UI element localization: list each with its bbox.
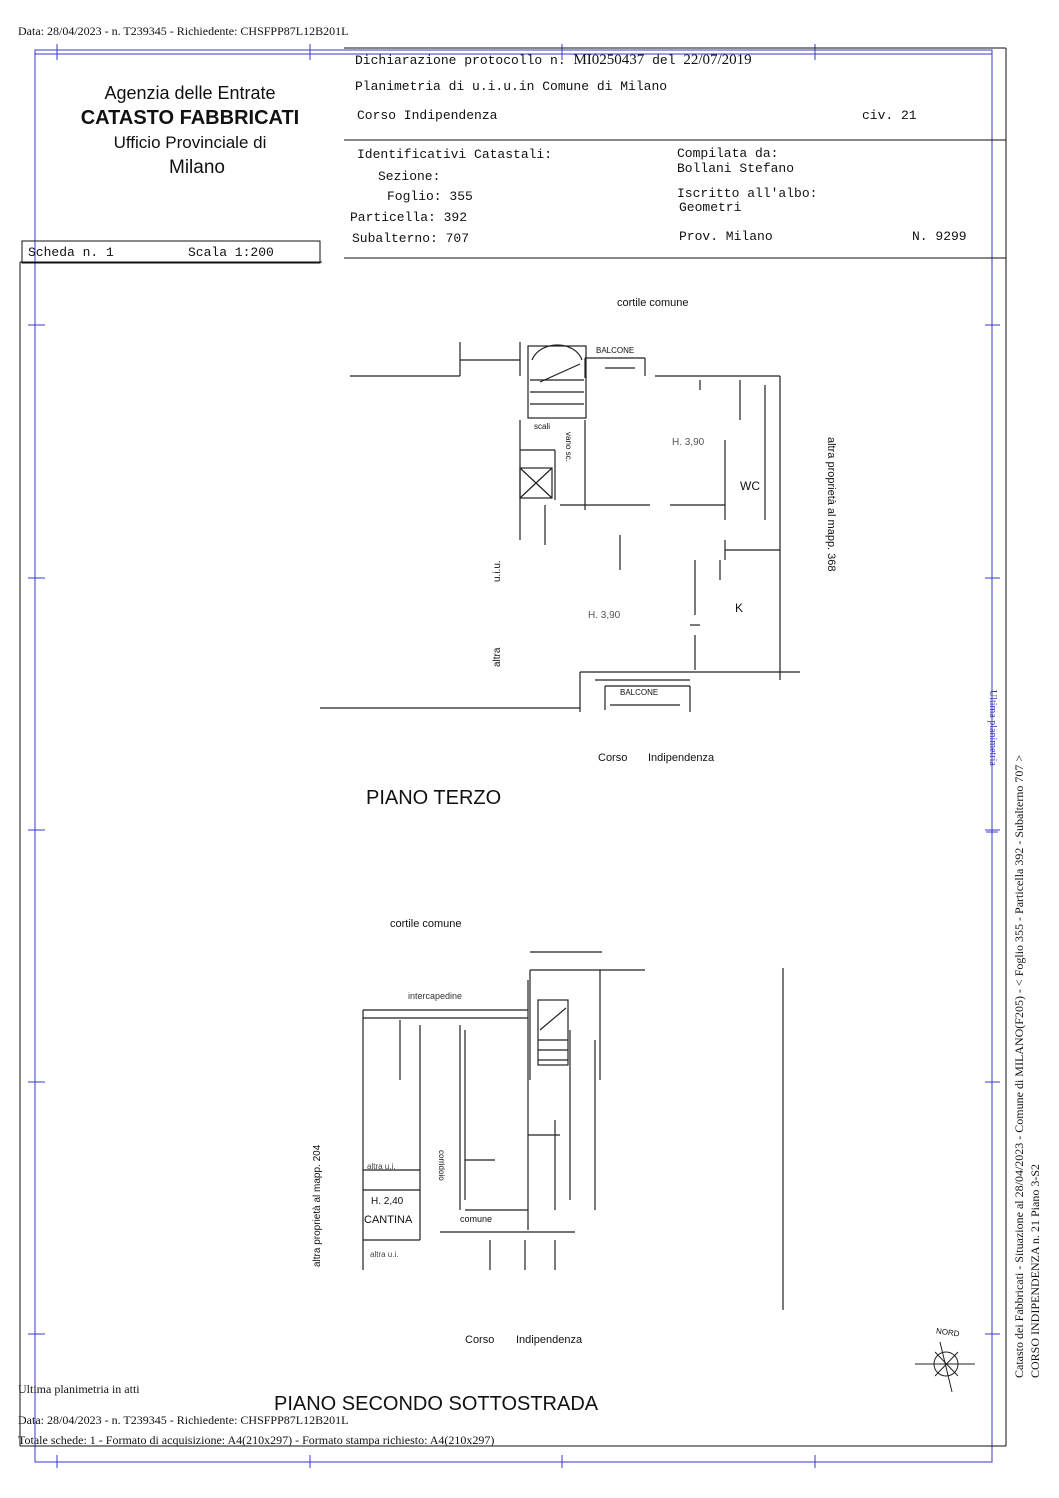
sezione: Sezione: xyxy=(378,169,441,184)
address: Corso Indipendenza xyxy=(357,108,498,123)
catasto-title: CATASTO FABBRICATI xyxy=(80,107,300,129)
kitchen-label: K xyxy=(735,601,744,615)
albo-number: N. 9299 xyxy=(912,229,967,244)
cortile-comune-bottom: cortile comune xyxy=(390,918,462,930)
header-boxes xyxy=(20,48,1006,1446)
agency-block xyxy=(40,82,340,182)
nord-label: NORD xyxy=(935,1326,961,1339)
wc-label: WC xyxy=(740,479,760,493)
side-caption-line1: Catasto dei Fabbricati - Situazione al 28/04/2023 - Comune di MILANO(F205) - < Foglio 355 - Particella 392 - Subalterno 707 > xyxy=(1012,754,1026,1378)
scheda-number: Scheda n. 1 xyxy=(28,245,114,260)
corso-label-top: Corso xyxy=(598,752,628,764)
scali-label: scali xyxy=(534,422,551,431)
request-info: Data: 28/04/2023 - n. T239345 - Richiedente: CHSFPP87L12B201L xyxy=(18,24,349,38)
height-cantina: H. 2,40 xyxy=(371,1196,404,1207)
corridoio-label: corridoio xyxy=(437,1150,446,1181)
subalterno: Subalterno: 707 xyxy=(352,231,470,246)
balcone-bottom: BALCONE xyxy=(620,688,659,697)
provincia: Prov. Milano xyxy=(679,229,773,244)
uiu-label: u.i.u. xyxy=(492,560,503,582)
altra-proprieta-204: altra proprietà al mapp. 204 xyxy=(312,1144,323,1267)
indipendenza-label-top: Indipendenza xyxy=(648,752,715,764)
altra-proprieta-368: altra proprietà al mapp. 368 xyxy=(825,437,837,572)
plan-piano-secondo-sottostrada xyxy=(363,952,783,1310)
corso-label-bottom: Corso xyxy=(465,1334,495,1346)
civic-number: civ. 21 xyxy=(862,108,917,123)
scala: Scala 1:200 xyxy=(188,245,274,260)
vano-scala-label: vano sc. xyxy=(564,432,573,462)
height-room-2: H. 3,90 xyxy=(588,610,621,621)
plan-piano-terzo xyxy=(320,342,800,712)
altra-label: altra xyxy=(492,647,503,667)
comune-label: comune xyxy=(460,1214,493,1224)
compilata-name: Bollani Stefano xyxy=(677,161,795,176)
protocol-date-label: del xyxy=(652,53,676,68)
piano-terzo-title: PIANO TERZO xyxy=(366,787,502,809)
piano-secondo-sottostrada-title: PIANO SECONDO SOTTOSTRADA xyxy=(274,1393,599,1415)
particella: Particella: 392 xyxy=(350,210,468,225)
planimetria-line: Planimetria di u.i.u.in Comune di Milano xyxy=(355,79,668,94)
agency-name: Agenzia delle Entrate xyxy=(104,83,276,103)
north-arrow xyxy=(915,1342,975,1392)
altra-ui-upper: altra u.i. xyxy=(367,1162,396,1171)
protocol-date: 22/07/2019 xyxy=(683,52,752,68)
compilata-label: Compilata da: xyxy=(677,146,779,161)
identificativi-label: Identificativi Catastali: xyxy=(357,147,553,162)
ufficio-city: Milano xyxy=(169,157,225,178)
foglio: Foglio: 355 xyxy=(387,189,473,204)
balcone-top: BALCONE xyxy=(596,346,635,355)
footer-totale: Totale schede: 1 - Formato di acquisizione: A4(210x297) - Formato stampa richiesto: A4(210x297) xyxy=(18,1433,495,1447)
footer-ultima: Ultima planimetria in atti xyxy=(18,1382,140,1396)
cantina-label: CANTINA xyxy=(364,1214,413,1226)
height-room-1: H. 3,90 xyxy=(672,437,705,448)
ufficio-label: Ufficio Provinciale di xyxy=(113,133,267,152)
intercapedine-label: intercapedine xyxy=(408,991,463,1001)
protocol-line xyxy=(355,52,752,69)
iscritto-label: Iscritto all'albo: xyxy=(677,186,818,201)
indipendenza-label-bottom: Indipendenza xyxy=(516,1334,583,1346)
protocol-label: Dichiarazione protocollo n. xyxy=(355,53,566,68)
ultima-planimetria-stamp: Ultima planimetria xyxy=(987,690,998,766)
footer-data: Data: 28/04/2023 - n. T239345 - Richiedente: CHSFPP87L12B201L xyxy=(18,1413,349,1427)
altra-ui-lower: altra u.i. xyxy=(370,1250,399,1259)
cortile-comune-top: cortile comune xyxy=(617,297,689,309)
albo: Geometri xyxy=(679,200,742,215)
side-caption-line2: CORSO INDIPENDENZA n. 21 Piano 3-S2 xyxy=(1028,1163,1042,1378)
protocol-number: MI0250437 xyxy=(573,52,645,68)
